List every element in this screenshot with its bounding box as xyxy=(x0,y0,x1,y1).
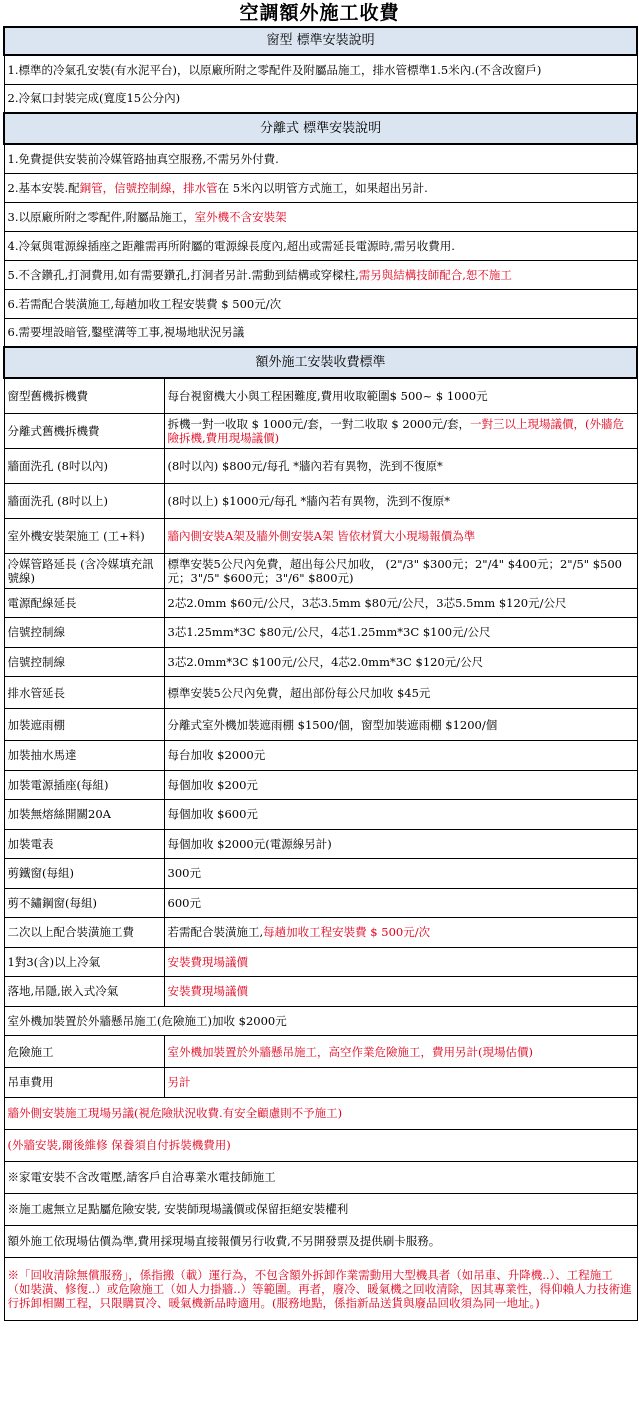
text: 每台視窗機大小與工程困難度,費用收取範圍$ 500~ $ 1000元 xyxy=(167,388,488,403)
section-header: 額外施工安裝收費標準 xyxy=(4,347,637,378)
fee-item-description xyxy=(164,647,637,677)
fee-row xyxy=(4,553,637,588)
red-note-text: 牆內側安裝A架及牆外側安裝A架 皆依材質大小現場報價為準 xyxy=(167,528,476,543)
row-text xyxy=(4,144,637,173)
red-note-text: 每趟加收工程安裝費 $ 500元/次 xyxy=(263,925,431,940)
text: 600元 xyxy=(167,895,201,910)
fee-row xyxy=(4,618,637,648)
fee-item-description xyxy=(164,977,637,1007)
row-text xyxy=(4,260,637,289)
fee-item-label: 危險施工 xyxy=(4,1036,164,1068)
fee-item-label: 加裝無熔絲開關20A xyxy=(4,800,164,830)
fee-item-label: 窗型舊機拆機費 xyxy=(4,378,164,413)
fee-row xyxy=(4,413,637,448)
split-standard-item xyxy=(4,289,637,318)
fee-item-label: 加裝抽水馬達 xyxy=(4,741,164,771)
fee-item-description xyxy=(164,677,637,709)
row-text xyxy=(4,1129,637,1161)
note-row xyxy=(4,1097,637,1129)
note-row xyxy=(4,1225,637,1257)
fee-item-label: 排水管延長 xyxy=(4,677,164,709)
red-note-text: (外牆安裝,爾後維修 保養須自付拆裝機費用) xyxy=(7,1138,231,1152)
split-standard-item xyxy=(4,173,637,202)
fee-row xyxy=(4,378,637,413)
text: ※家電安裝不含改電壓,請客戶自洽專業水電技師施工 xyxy=(7,1170,276,1184)
fee-item-label: 分離式舊機拆機費 xyxy=(4,413,164,448)
text: 每個加收 $200元 xyxy=(167,777,258,792)
row-text xyxy=(4,1257,637,1320)
extra-full-row xyxy=(4,1006,637,1036)
window-standard-item xyxy=(4,84,637,113)
text: 每台加收 $2000元 xyxy=(167,748,266,763)
text: 1.標準的冷氣孔安裝(有水泥平台)，以原廠所附之零配件及附屬品施工，排水管標準1.5米內.(不含改窗戶) xyxy=(7,62,542,77)
fee-item-description xyxy=(164,741,637,771)
fee-item-label: 冷媒管路延長 (含冷媒填充訊號線) xyxy=(4,553,164,588)
fee-item-description xyxy=(164,1068,637,1098)
fee-row xyxy=(4,829,637,859)
text: 標準安裝5公尺內免費，超出部份每公尺加收 $45元 xyxy=(167,685,431,700)
fee-item-label: 剪鐵窗(每組) xyxy=(4,859,164,889)
text: 室外機加裝置於外牆懸吊施工(危險施工)加收 $2000元 xyxy=(7,1013,287,1028)
fee-item-description xyxy=(164,709,637,741)
fee-item-description xyxy=(164,888,637,918)
note-row xyxy=(4,1161,637,1193)
fee-item-description xyxy=(164,859,637,889)
row-text xyxy=(4,173,637,202)
text: 6.若需配合裝潢施工,每趟加收工程安裝費 $ 500元/次 xyxy=(7,296,282,311)
fee-item-label: 牆面洗孔 (8吋以上) xyxy=(4,483,164,518)
text: 額外施工依現場估價為準,費用採現場直接報價另行收費,不另開發票及提供刷卡服務。 xyxy=(7,1234,441,1248)
text: 3芯1.25mm*3C $80元/公尺，4芯1.25mm*3C $100元/公尺 xyxy=(167,625,491,640)
text: 4.冷氣與電源線插座之距離需再所附屬的電源線長度內,超出或需延長電源時,需另收費用. xyxy=(7,238,455,253)
fee-item-label: 加裝遮雨棚 xyxy=(4,709,164,741)
red-note-text: 另計 xyxy=(167,1075,191,1090)
fee-item-description xyxy=(164,378,637,413)
text: 2芯2.0mm $60元/公尺，3芯3.5mm $80元/公尺，3芯5.5mm $120元/公尺 xyxy=(167,595,567,610)
fee-item-description xyxy=(164,947,637,977)
fee-row xyxy=(4,448,637,483)
fee-row xyxy=(4,483,637,518)
page-title: 空調額外施工收費 xyxy=(239,2,400,24)
row-text xyxy=(4,202,637,231)
fee-item-label: 二次以上配合裝潢施工費 xyxy=(4,918,164,948)
text: 2.冷氣口封裝完成(寬度15公分內) xyxy=(7,91,181,106)
split-standard-item xyxy=(4,144,637,173)
note-row xyxy=(4,1193,637,1225)
red-note-text: 需另與結構技師配合,恕不施工 xyxy=(358,267,512,282)
window-section-header xyxy=(4,27,637,55)
fee-item-label: 牆面洗孔 (8吋以內) xyxy=(4,448,164,483)
split-standard-item xyxy=(4,318,637,347)
red-note-text: 一對三以上現場議價，(外牆危險拆機,費用現場議價) xyxy=(167,416,625,445)
text: 1.免費提供安裝前冷媒管路抽真空服務,不需另外付費. xyxy=(7,151,279,166)
fee-item-description xyxy=(164,413,637,448)
extra-section-header xyxy=(4,347,637,378)
fee-item-label: 1對3(含)以上冷氣 xyxy=(4,947,164,977)
fee-row xyxy=(4,888,637,918)
window-standard-item xyxy=(4,55,637,84)
fee-item-description xyxy=(164,770,637,800)
text: (8吋以內) $800元/每孔 *牆內若有異物，洗到不復原* xyxy=(167,458,443,473)
fee-item-label: 室外機安裝架施工 (工+料) xyxy=(4,518,164,553)
fee-row xyxy=(4,800,637,830)
row-text xyxy=(4,289,637,318)
split-standard-item xyxy=(4,231,637,260)
fee-row xyxy=(4,647,637,677)
note-row xyxy=(4,1129,637,1161)
fee-row xyxy=(4,588,637,618)
split-section-header xyxy=(4,113,637,144)
row-text xyxy=(4,84,637,113)
fee-item-description xyxy=(164,518,637,553)
text: 3芯2.0mm*3C $100元/公尺，4芯2.0mm*3C $120元/公尺 xyxy=(167,654,484,669)
fee-row xyxy=(4,741,637,771)
row-text xyxy=(4,1161,637,1193)
red-note-text: 安裝費現場議價 xyxy=(167,984,248,999)
note-row xyxy=(4,1257,637,1320)
row-text xyxy=(4,1193,637,1225)
fee-row xyxy=(4,677,637,709)
fee-item-label: 加裝電表 xyxy=(4,829,164,859)
section-header: 窗型 標準安裝說明 xyxy=(4,27,637,55)
red-note-text: 室外機加裝置於外牆懸吊施工，高空作業危險施工，費用另計(現場估價) xyxy=(167,1044,533,1059)
fee-item-description xyxy=(164,618,637,648)
text: 5.不含鑽孔,打洞費用,如有需要鑽孔,打洞者另計.需動到結構或穿樑柱, xyxy=(7,267,359,282)
fee-row xyxy=(4,977,637,1007)
price-table xyxy=(3,26,638,1321)
red-note-text: 安裝費現場議價 xyxy=(167,954,248,969)
fee-item-description xyxy=(164,1036,637,1068)
fee-item-description xyxy=(164,448,637,483)
fee-item-description xyxy=(164,483,637,518)
split-standard-item xyxy=(4,202,637,231)
fee-row xyxy=(4,1036,637,1068)
text: 在 5米內以明管方式施工，如果超出另計. xyxy=(217,180,428,195)
text: 拆機一對一收取 $ 1000元/套，一對二收取 $ 2000元/套， xyxy=(167,416,471,431)
row-text xyxy=(4,1097,637,1129)
red-note-text: 室外機不含安裝架 xyxy=(194,209,287,224)
text: 若需配合裝潢施工, xyxy=(167,925,264,940)
text: 3.以原廠所附之零配件,附屬品施工， xyxy=(7,209,195,224)
fee-item-description xyxy=(164,829,637,859)
fee-row xyxy=(4,918,637,948)
row-text xyxy=(4,1006,637,1036)
row-text xyxy=(4,1225,637,1257)
fee-item-label: 剪不鏽鋼窗(每組) xyxy=(4,888,164,918)
red-note-text: ※「回收清除無償服務」，係指搬（載）運行為，不包含額外拆卸作業需動用大型機具者（如吊車、升降機..）、工程施工（如裝潢、修復..）或危險施工（如人力掛牆..）等範圍。再者，廢冷、暖氣機之回收清除，因其專業性，得仰賴人力技術進行拆卸相關工程，只限購買冷、暖氣機新品時適用。(服務地點，係指新品送貨與廢品回收須為同一地址。) xyxy=(7,1267,632,1310)
text: 標準安裝5公尺內免費，超出每公尺加收， (2"/3" $300元；2"/4" $400元；2"/5" $500元；3"/5" $600元；3"/6" $800元) xyxy=(167,556,622,585)
fee-row xyxy=(4,709,637,741)
fee-item-label: 信號控制線 xyxy=(4,618,164,648)
split-standard-item xyxy=(4,260,637,289)
section-header: 分離式 標準安裝說明 xyxy=(4,113,637,144)
fee-row xyxy=(4,1068,637,1098)
fee-item-label: 電源配線延長 xyxy=(4,588,164,618)
fee-item-description xyxy=(164,918,637,948)
red-note-text: 牆外側安裝施工現場另議(視危險狀況收費.有安全顧慮則不予施工) xyxy=(7,1106,343,1120)
text: ※施工處無立足點屬危險安裝, 安裝師現場議價或保留拒絕安裝權利 xyxy=(7,1202,349,1216)
text: 300元 xyxy=(167,866,201,881)
fee-row xyxy=(4,947,637,977)
fee-item-description xyxy=(164,553,637,588)
row-text xyxy=(4,318,637,347)
fee-row xyxy=(4,770,637,800)
text: (8吋以上) $1000元/每孔 *牆內若有異物，洗到不復原* xyxy=(167,493,451,508)
text: 2.基本安裝.配 xyxy=(7,180,80,195)
fee-row xyxy=(4,859,637,889)
fee-item-label: 吊車費用 xyxy=(4,1068,164,1098)
row-text xyxy=(4,231,637,260)
fee-row xyxy=(4,518,637,553)
text: 每個加收 $2000元(電源線另計) xyxy=(167,836,332,851)
text: 6.需要埋設暗管,鑿壁溝等工事,視場地狀況另議 xyxy=(7,325,245,340)
fee-item-label: 落地,吊隱,嵌入式冷氣 xyxy=(4,977,164,1007)
fee-item-label: 加裝電源插座(每組) xyxy=(4,770,164,800)
fee-item-description xyxy=(164,588,637,618)
red-note-text: 銅管，信號控制線，排水管 xyxy=(79,180,218,195)
fee-item-description xyxy=(164,800,637,830)
fee-item-label: 信號控制線 xyxy=(4,647,164,677)
text: 每個加收 $600元 xyxy=(167,807,258,822)
row-text xyxy=(4,55,637,84)
text: 分離式室外機加裝遮雨棚 $1500/個，窗型加裝遮雨棚 $1200/個 xyxy=(167,717,498,732)
